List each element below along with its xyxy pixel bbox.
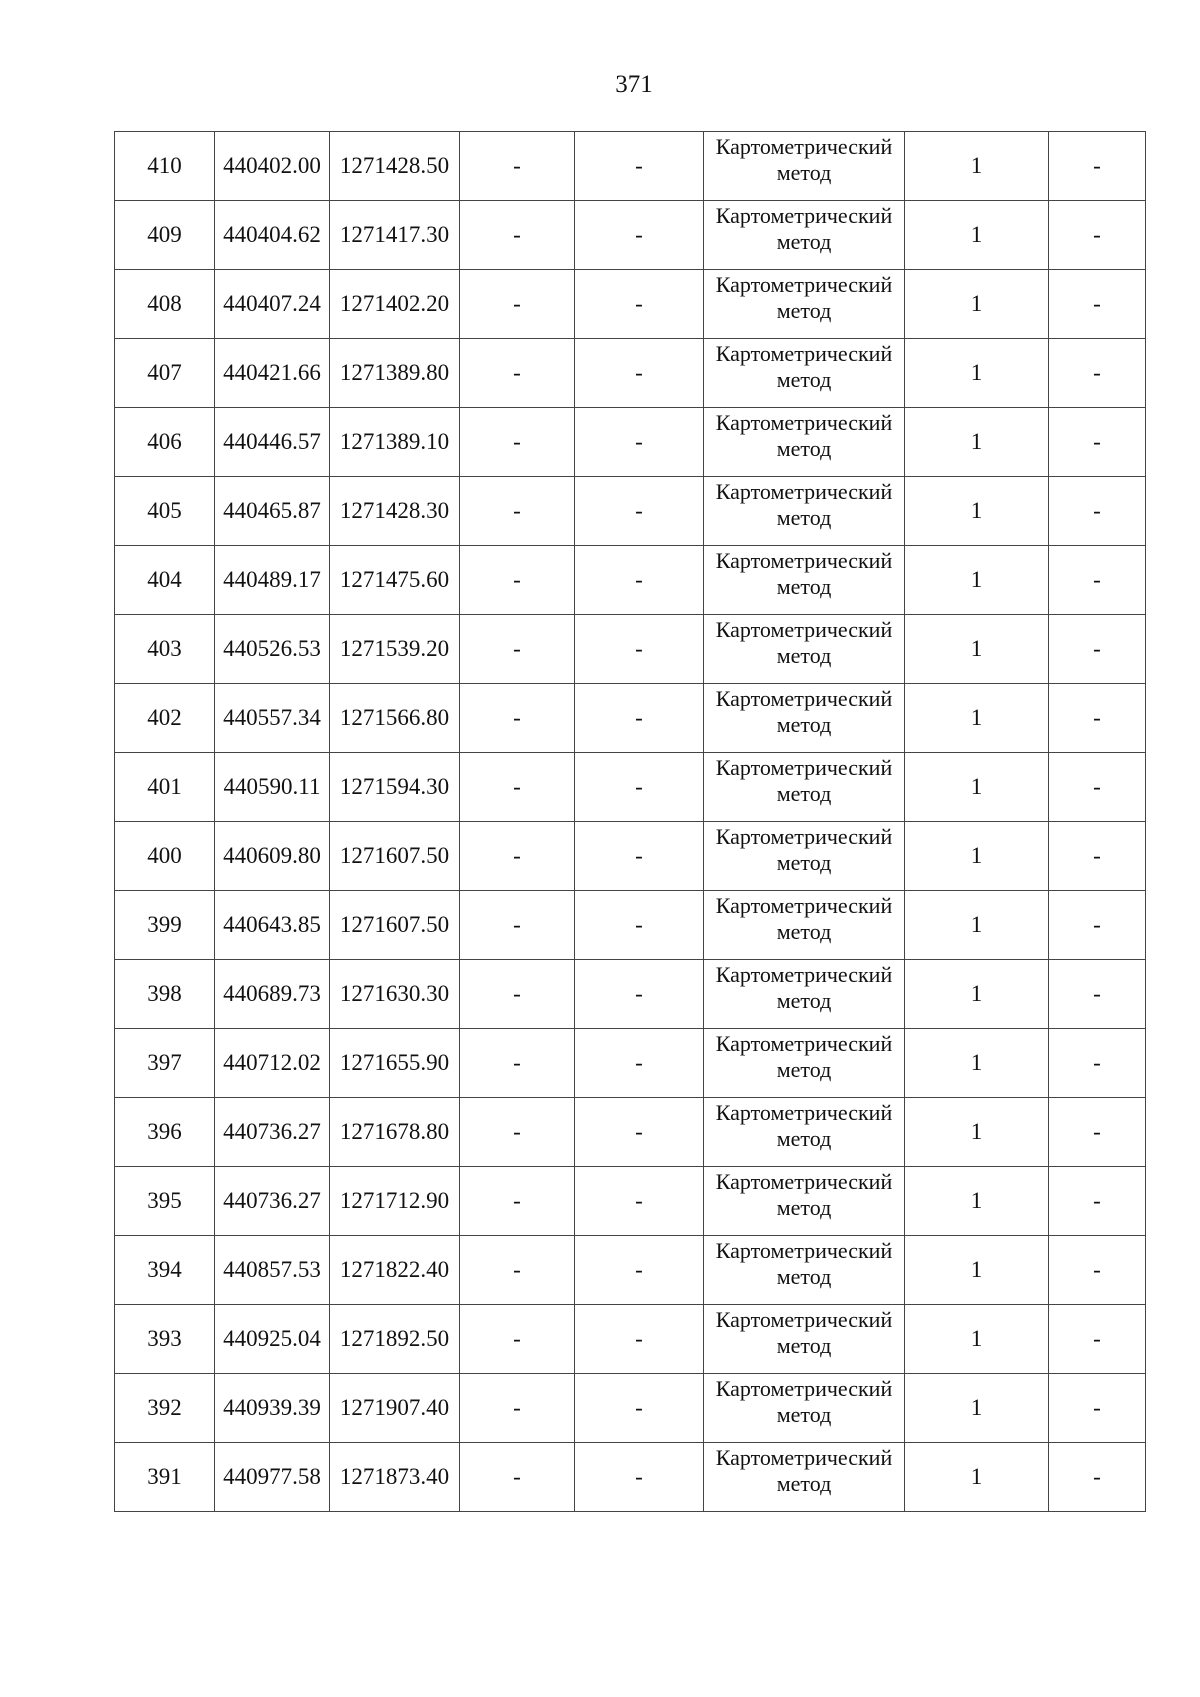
accuracy-cell: 1 xyxy=(905,1098,1049,1167)
method-cell xyxy=(704,1443,905,1512)
y-coordinate-cell: 1271655.90 xyxy=(330,1029,460,1098)
coordinates-table xyxy=(114,131,1146,1512)
point-number-cell: 394 xyxy=(115,1236,215,1305)
empty-dash-cell: - xyxy=(460,891,575,960)
x-coordinate-cell: 440736.27 xyxy=(215,1167,330,1236)
empty-dash-cell: - xyxy=(460,477,575,546)
method-line-2: метод xyxy=(776,919,832,944)
table-body xyxy=(115,132,1146,1512)
method-line-2: метод xyxy=(776,712,832,737)
table-row xyxy=(115,1305,1146,1374)
point-number-cell: 397 xyxy=(115,1029,215,1098)
table-row xyxy=(115,546,1146,615)
method-cell xyxy=(704,1374,905,1443)
empty-dash-cell: - xyxy=(1049,339,1146,408)
y-coordinate-cell: 1271907.40 xyxy=(330,1374,460,1443)
x-coordinate-cell: 440402.00 xyxy=(215,132,330,201)
y-coordinate-cell: 1271539.20 xyxy=(330,615,460,684)
table-row xyxy=(115,684,1146,753)
method-line-2: метод xyxy=(776,1471,832,1496)
empty-dash-cell: - xyxy=(575,1029,704,1098)
y-coordinate-cell: 1271712.90 xyxy=(330,1167,460,1236)
empty-dash-cell: - xyxy=(575,546,704,615)
x-coordinate-cell: 440925.04 xyxy=(215,1305,330,1374)
x-coordinate-cell: 440712.02 xyxy=(215,1029,330,1098)
empty-dash-cell: - xyxy=(575,408,704,477)
empty-dash-cell: - xyxy=(575,615,704,684)
method-cell xyxy=(704,1029,905,1098)
method-cell xyxy=(704,753,905,822)
method-line-2: метод xyxy=(776,367,832,392)
empty-dash-cell: - xyxy=(460,615,575,684)
empty-dash-cell: - xyxy=(1049,753,1146,822)
method-line-2: метод xyxy=(776,850,832,875)
method-line-1: Картометрический xyxy=(715,1445,893,1470)
y-coordinate-cell: 1271607.50 xyxy=(330,891,460,960)
empty-dash-cell: - xyxy=(1049,1098,1146,1167)
point-number-cell: 408 xyxy=(115,270,215,339)
accuracy-cell: 1 xyxy=(905,1443,1049,1512)
method-line-2: метод xyxy=(776,1402,832,1427)
accuracy-cell: 1 xyxy=(905,684,1049,753)
empty-dash-cell: - xyxy=(1049,408,1146,477)
point-number-cell: 405 xyxy=(115,477,215,546)
method-line-1: Картометрический xyxy=(715,341,893,366)
point-number-cell: 395 xyxy=(115,1167,215,1236)
empty-dash-cell: - xyxy=(460,201,575,270)
method-line-2: метод xyxy=(776,505,832,530)
method-line-1: Картометрический xyxy=(715,203,893,228)
point-number-cell: 401 xyxy=(115,753,215,822)
point-number-cell: 398 xyxy=(115,960,215,1029)
table-row xyxy=(115,1374,1146,1443)
method-line-1: Картометрический xyxy=(715,548,893,573)
empty-dash-cell: - xyxy=(460,132,575,201)
empty-dash-cell: - xyxy=(460,753,575,822)
method-line-1: Картометрический xyxy=(715,1031,893,1056)
table-row xyxy=(115,1443,1146,1512)
method-line-2: метод xyxy=(776,1333,832,1358)
empty-dash-cell: - xyxy=(575,960,704,1029)
method-line-1: Картометрический xyxy=(715,962,893,987)
table-row xyxy=(115,477,1146,546)
point-number-cell: 396 xyxy=(115,1098,215,1167)
method-line-1: Картометрический xyxy=(715,1100,893,1125)
method-cell xyxy=(704,1305,905,1374)
accuracy-cell: 1 xyxy=(905,615,1049,684)
y-coordinate-cell: 1271607.50 xyxy=(330,822,460,891)
accuracy-cell: 1 xyxy=(905,201,1049,270)
empty-dash-cell: - xyxy=(1049,1029,1146,1098)
x-coordinate-cell: 440857.53 xyxy=(215,1236,330,1305)
method-cell xyxy=(704,339,905,408)
empty-dash-cell: - xyxy=(460,1305,575,1374)
point-number-cell: 400 xyxy=(115,822,215,891)
y-coordinate-cell: 1271822.40 xyxy=(330,1236,460,1305)
accuracy-cell: 1 xyxy=(905,960,1049,1029)
empty-dash-cell: - xyxy=(575,1305,704,1374)
accuracy-cell: 1 xyxy=(905,132,1049,201)
x-coordinate-cell: 440609.80 xyxy=(215,822,330,891)
empty-dash-cell: - xyxy=(460,270,575,339)
table-row xyxy=(115,201,1146,270)
empty-dash-cell: - xyxy=(575,1443,704,1512)
method-cell xyxy=(704,201,905,270)
point-number-cell: 399 xyxy=(115,891,215,960)
method-line-1: Картометрический xyxy=(715,134,893,159)
empty-dash-cell: - xyxy=(1049,1167,1146,1236)
accuracy-cell: 1 xyxy=(905,546,1049,615)
method-line-2: метод xyxy=(776,1264,832,1289)
table-row xyxy=(115,270,1146,339)
x-coordinate-cell: 440465.87 xyxy=(215,477,330,546)
y-coordinate-cell: 1271630.30 xyxy=(330,960,460,1029)
y-coordinate-cell: 1271428.50 xyxy=(330,132,460,201)
method-cell xyxy=(704,270,905,339)
accuracy-cell: 1 xyxy=(905,408,1049,477)
table-row xyxy=(115,408,1146,477)
method-line-2: метод xyxy=(776,1126,832,1151)
empty-dash-cell: - xyxy=(460,339,575,408)
method-line-1: Картометрический xyxy=(715,1169,893,1194)
accuracy-cell: 1 xyxy=(905,477,1049,546)
point-number-cell: 406 xyxy=(115,408,215,477)
empty-dash-cell: - xyxy=(575,684,704,753)
point-number-cell: 407 xyxy=(115,339,215,408)
x-coordinate-cell: 440421.66 xyxy=(215,339,330,408)
table-row xyxy=(115,132,1146,201)
empty-dash-cell: - xyxy=(1049,1374,1146,1443)
x-coordinate-cell: 440643.85 xyxy=(215,891,330,960)
empty-dash-cell: - xyxy=(460,960,575,1029)
y-coordinate-cell: 1271428.30 xyxy=(330,477,460,546)
method-line-1: Картометрический xyxy=(715,410,893,435)
empty-dash-cell: - xyxy=(460,822,575,891)
table-row xyxy=(115,891,1146,960)
table-row xyxy=(115,615,1146,684)
table-row xyxy=(115,1029,1146,1098)
empty-dash-cell: - xyxy=(575,1167,704,1236)
empty-dash-cell: - xyxy=(460,546,575,615)
x-coordinate-cell: 440590.11 xyxy=(215,753,330,822)
empty-dash-cell: - xyxy=(460,1098,575,1167)
empty-dash-cell: - xyxy=(1049,891,1146,960)
method-line-2: метод xyxy=(776,1195,832,1220)
empty-dash-cell: - xyxy=(1049,201,1146,270)
method-cell xyxy=(704,960,905,1029)
method-line-1: Картометрический xyxy=(715,686,893,711)
empty-dash-cell: - xyxy=(1049,1443,1146,1512)
method-line-1: Картометрический xyxy=(715,893,893,918)
accuracy-cell: 1 xyxy=(905,1374,1049,1443)
empty-dash-cell: - xyxy=(575,891,704,960)
method-line-2: метод xyxy=(776,1057,832,1082)
accuracy-cell: 1 xyxy=(905,270,1049,339)
point-number-cell: 393 xyxy=(115,1305,215,1374)
y-coordinate-cell: 1271389.80 xyxy=(330,339,460,408)
accuracy-cell: 1 xyxy=(905,891,1049,960)
accuracy-cell: 1 xyxy=(905,753,1049,822)
method-cell xyxy=(704,546,905,615)
y-coordinate-cell: 1271475.60 xyxy=(330,546,460,615)
method-cell xyxy=(704,1098,905,1167)
method-line-2: метод xyxy=(776,781,832,806)
y-coordinate-cell: 1271417.30 xyxy=(330,201,460,270)
empty-dash-cell: - xyxy=(575,822,704,891)
point-number-cell: 391 xyxy=(115,1443,215,1512)
method-line-2: метод xyxy=(776,436,832,461)
empty-dash-cell: - xyxy=(460,408,575,477)
x-coordinate-cell: 440977.58 xyxy=(215,1443,330,1512)
method-line-2: метод xyxy=(776,643,832,668)
x-coordinate-cell: 440407.24 xyxy=(215,270,330,339)
y-coordinate-cell: 1271566.80 xyxy=(330,684,460,753)
method-line-1: Картометрический xyxy=(715,1376,893,1401)
empty-dash-cell: - xyxy=(460,1236,575,1305)
empty-dash-cell: - xyxy=(575,201,704,270)
method-cell xyxy=(704,477,905,546)
method-cell xyxy=(704,615,905,684)
accuracy-cell: 1 xyxy=(905,1305,1049,1374)
table-row xyxy=(115,1167,1146,1236)
table-row xyxy=(115,339,1146,408)
table-row xyxy=(115,1236,1146,1305)
method-cell xyxy=(704,684,905,753)
empty-dash-cell: - xyxy=(460,1029,575,1098)
x-coordinate-cell: 440689.73 xyxy=(215,960,330,1029)
method-cell xyxy=(704,132,905,201)
method-line-1: Картометрический xyxy=(715,755,893,780)
empty-dash-cell: - xyxy=(1049,684,1146,753)
method-cell xyxy=(704,891,905,960)
y-coordinate-cell: 1271402.20 xyxy=(330,270,460,339)
x-coordinate-cell: 440736.27 xyxy=(215,1098,330,1167)
y-coordinate-cell: 1271873.40 xyxy=(330,1443,460,1512)
x-coordinate-cell: 440446.57 xyxy=(215,408,330,477)
table-row xyxy=(115,822,1146,891)
point-number-cell: 392 xyxy=(115,1374,215,1443)
empty-dash-cell: - xyxy=(1049,1305,1146,1374)
empty-dash-cell: - xyxy=(575,1236,704,1305)
y-coordinate-cell: 1271389.10 xyxy=(330,408,460,477)
empty-dash-cell: - xyxy=(460,1374,575,1443)
method-line-2: метод xyxy=(776,298,832,323)
method-line-1: Картометрический xyxy=(715,617,893,642)
x-coordinate-cell: 440939.39 xyxy=(215,1374,330,1443)
method-line-2: метод xyxy=(776,160,832,185)
point-number-cell: 402 xyxy=(115,684,215,753)
empty-dash-cell: - xyxy=(1049,132,1146,201)
method-cell xyxy=(704,1167,905,1236)
x-coordinate-cell: 440489.17 xyxy=(215,546,330,615)
empty-dash-cell: - xyxy=(1049,960,1146,1029)
method-line-1: Картометрический xyxy=(715,272,893,297)
method-cell xyxy=(704,1236,905,1305)
method-cell xyxy=(704,822,905,891)
empty-dash-cell: - xyxy=(575,270,704,339)
page-number: 371 xyxy=(615,71,653,98)
accuracy-cell: 1 xyxy=(905,339,1049,408)
x-coordinate-cell: 440404.62 xyxy=(215,201,330,270)
empty-dash-cell: - xyxy=(1049,546,1146,615)
point-number-cell: 404 xyxy=(115,546,215,615)
empty-dash-cell: - xyxy=(460,684,575,753)
empty-dash-cell: - xyxy=(575,753,704,822)
accuracy-cell: 1 xyxy=(905,1167,1049,1236)
empty-dash-cell: - xyxy=(1049,1236,1146,1305)
table-row xyxy=(115,1098,1146,1167)
empty-dash-cell: - xyxy=(575,1098,704,1167)
point-number-cell: 410 xyxy=(115,132,215,201)
accuracy-cell: 1 xyxy=(905,1236,1049,1305)
method-line-2: метод xyxy=(776,229,832,254)
empty-dash-cell: - xyxy=(575,132,704,201)
accuracy-cell: 1 xyxy=(905,822,1049,891)
y-coordinate-cell: 1271594.30 xyxy=(330,753,460,822)
empty-dash-cell: - xyxy=(460,1167,575,1236)
empty-dash-cell: - xyxy=(1049,615,1146,684)
empty-dash-cell: - xyxy=(575,1374,704,1443)
table-row xyxy=(115,960,1146,1029)
method-line-1: Картометрический xyxy=(715,479,893,504)
x-coordinate-cell: 440526.53 xyxy=(215,615,330,684)
empty-dash-cell: - xyxy=(1049,477,1146,546)
x-coordinate-cell: 440557.34 xyxy=(215,684,330,753)
point-number-cell: 403 xyxy=(115,615,215,684)
y-coordinate-cell: 1271678.80 xyxy=(330,1098,460,1167)
method-line-2: метод xyxy=(776,988,832,1013)
empty-dash-cell: - xyxy=(575,477,704,546)
table-row xyxy=(115,753,1146,822)
method-cell xyxy=(704,408,905,477)
method-line-1: Картометрический xyxy=(715,824,893,849)
method-line-1: Картометрический xyxy=(715,1307,893,1332)
method-line-1: Картометрический xyxy=(715,1238,893,1263)
y-coordinate-cell: 1271892.50 xyxy=(330,1305,460,1374)
method-line-2: метод xyxy=(776,574,832,599)
accuracy-cell: 1 xyxy=(905,1029,1049,1098)
point-number-cell: 409 xyxy=(115,201,215,270)
empty-dash-cell: - xyxy=(1049,822,1146,891)
empty-dash-cell: - xyxy=(575,339,704,408)
empty-dash-cell: - xyxy=(1049,270,1146,339)
empty-dash-cell: - xyxy=(460,1443,575,1512)
